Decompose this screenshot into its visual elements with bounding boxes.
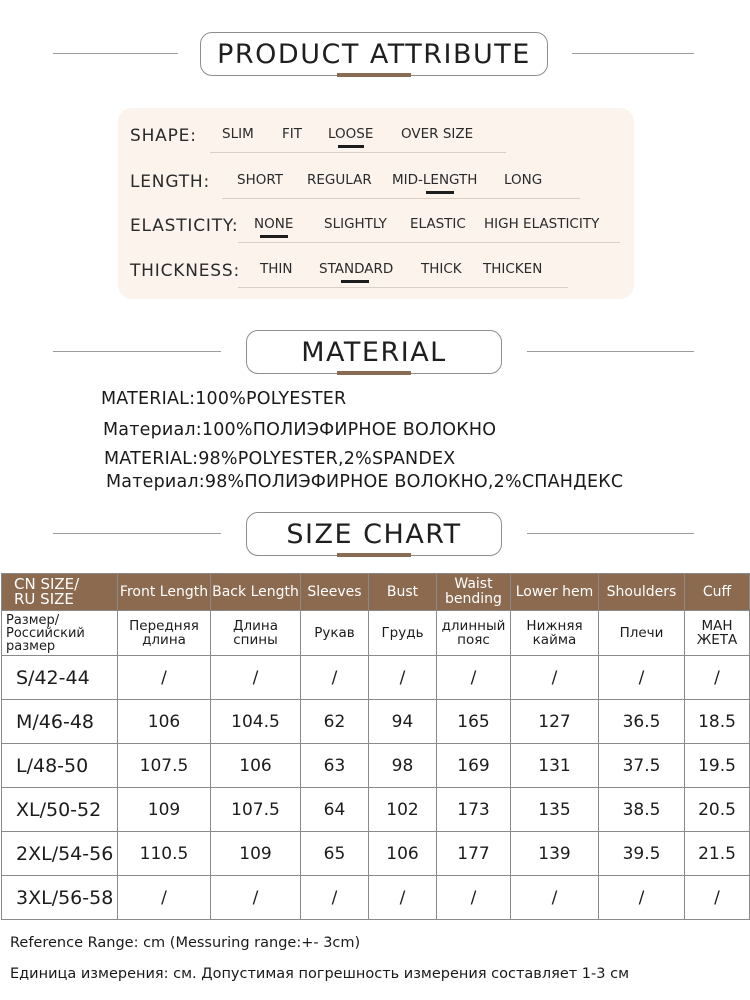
table-cell: 131 xyxy=(511,744,599,788)
attribute-option: ELASTIC xyxy=(410,216,466,232)
attribute-option: THICK xyxy=(421,261,462,277)
attribute-underline xyxy=(238,287,568,288)
table-cell: 64 xyxy=(301,788,369,832)
attribute-label: SHAPE: xyxy=(130,126,197,146)
table-cell: 20.5 xyxy=(685,788,750,832)
section-title-size-text: SIZE CHART xyxy=(286,518,462,550)
attribute-option-selected: MID-LENGTH xyxy=(392,172,477,188)
material-label: MATERIAL: xyxy=(104,449,199,469)
size-label-cell: 2XL/54-56 xyxy=(2,832,118,876)
material-value: 98%ПОЛИЭФИРНОЕ ВОЛОКНО,2%СПАНДЕКС xyxy=(204,472,624,492)
table-cell: 63 xyxy=(301,744,369,788)
section-title-material-text: MATERIAL xyxy=(301,336,447,368)
table-row xyxy=(2,788,750,832)
table-cell: 135 xyxy=(511,788,599,832)
column-header: Lower hem xyxy=(511,574,599,611)
table-cell: 106 xyxy=(211,744,301,788)
attribute-underline xyxy=(238,242,620,243)
table-row xyxy=(2,656,750,700)
column-header-ru: Передняя длина xyxy=(118,611,211,656)
attribute-option: LONG xyxy=(504,172,543,188)
size-label-cell: 3XL/56-58 xyxy=(2,876,118,920)
table-cell: / xyxy=(211,656,301,700)
material-line-3 xyxy=(104,449,455,469)
section-title-attribute xyxy=(200,32,548,76)
material-label: MATERIAL: xyxy=(101,389,196,409)
table-cell: 21.5 xyxy=(685,832,750,876)
table-cell: / xyxy=(685,656,750,700)
header-size-label-ru: Размер/ Российский размер xyxy=(2,611,118,656)
table-cell: 173 xyxy=(437,788,511,832)
table-cell: 109 xyxy=(118,788,211,832)
table-cell: 37.5 xyxy=(599,744,685,788)
column-header-ru: длинный пояс xyxy=(437,611,511,656)
attribute-option: SLIGHTLY xyxy=(324,216,387,232)
attribute-underline xyxy=(210,152,506,153)
table-cell: / xyxy=(301,876,369,920)
table-row xyxy=(2,876,750,920)
attribute-option-selected: LOOSE xyxy=(328,126,373,142)
table-cell: 39.5 xyxy=(599,832,685,876)
divider-line xyxy=(53,533,221,534)
table-cell: / xyxy=(301,656,369,700)
attribute-label: ELASTICITY: xyxy=(130,216,239,236)
attribute-label: LENGTH: xyxy=(130,172,210,192)
table-cell: / xyxy=(369,876,437,920)
size-label-cell: XL/50-52 xyxy=(2,788,118,832)
attribute-option: SHORT xyxy=(237,172,283,188)
attribute-underline xyxy=(222,198,580,199)
selected-underline xyxy=(341,280,369,283)
table-cell: 139 xyxy=(511,832,599,876)
attribute-option: THIN xyxy=(260,261,293,277)
table-cell: 106 xyxy=(369,832,437,876)
column-header-ru: Длина спины xyxy=(211,611,301,656)
column-header-ru: Рукав xyxy=(301,611,369,656)
table-row xyxy=(2,744,750,788)
table-cell: 18.5 xyxy=(685,700,750,744)
table-cell: / xyxy=(211,876,301,920)
column-header: Sleeves xyxy=(301,574,369,611)
material-value: 100%ПОЛИЭФИРНОЕ ВОЛОКНО xyxy=(201,420,497,440)
selected-underline xyxy=(260,235,288,238)
table-cell: / xyxy=(118,876,211,920)
table-cell: / xyxy=(437,656,511,700)
attribute-label: THICKNESS: xyxy=(130,261,240,281)
title-accent-bar xyxy=(337,371,411,375)
table-cell: 177 xyxy=(437,832,511,876)
material-line-4 xyxy=(106,472,623,492)
attribute-row-elasticity xyxy=(130,212,630,242)
table-cell: 62 xyxy=(301,700,369,744)
table-cell: 107.5 xyxy=(118,744,211,788)
material-label: Материал: xyxy=(103,420,202,440)
column-header-ru: Нижняя кайма xyxy=(511,611,599,656)
material-line-2 xyxy=(103,420,496,440)
table-cell: 94 xyxy=(369,700,437,744)
size-label-cell: M/46-48 xyxy=(2,700,118,744)
material-line-1 xyxy=(101,389,346,409)
table-cell: 127 xyxy=(511,700,599,744)
attribute-row-shape xyxy=(130,122,630,152)
material-value: 100%POLYESTER xyxy=(195,389,347,409)
attribute-option: SLIM xyxy=(222,126,254,142)
table-cell: 38.5 xyxy=(599,788,685,832)
column-header: Bust xyxy=(369,574,437,611)
divider-line xyxy=(527,351,694,352)
table-cell: / xyxy=(511,656,599,700)
selected-underline xyxy=(338,145,364,148)
size-chart-table xyxy=(1,573,750,920)
size-header-row-en xyxy=(2,574,750,611)
attribute-option: THICKEN xyxy=(483,261,543,277)
column-header-ru: Плечи xyxy=(599,611,685,656)
header-size-label: CN SIZE/ RU SIZE xyxy=(2,574,118,611)
column-header: Back Length xyxy=(211,574,301,611)
size-label-cell: L/48-50 xyxy=(2,744,118,788)
attribute-panel xyxy=(118,108,634,299)
table-cell: 109 xyxy=(211,832,301,876)
section-title-material xyxy=(246,330,502,374)
selected-underline xyxy=(426,191,454,194)
section-title-size xyxy=(246,512,502,556)
column-header: Front Length xyxy=(118,574,211,611)
table-cell: / xyxy=(599,876,685,920)
table-cell: 104.5 xyxy=(211,700,301,744)
column-header: Waist bending xyxy=(437,574,511,611)
footer-note-en: Reference Range: cm (Messuring range:+- 3cm) xyxy=(10,935,361,951)
section-title-attribute-text: PRODUCT ATTRIBUTE xyxy=(217,38,531,70)
table-cell: 107.5 xyxy=(211,788,301,832)
table-cell: / xyxy=(511,876,599,920)
column-header-ru: МАН ЖЕТА xyxy=(685,611,750,656)
attribute-row-thickness xyxy=(130,257,630,287)
divider-line xyxy=(572,53,694,54)
table-cell: / xyxy=(685,876,750,920)
attribute-row-length xyxy=(130,168,630,198)
size-header-row-ru xyxy=(2,611,750,656)
attribute-option: OVER SIZE xyxy=(401,126,474,142)
table-cell: 102 xyxy=(369,788,437,832)
column-header: Shoulders xyxy=(599,574,685,611)
column-header-ru: Грудь xyxy=(369,611,437,656)
table-cell: / xyxy=(118,656,211,700)
table-cell: 36.5 xyxy=(599,700,685,744)
column-header: Cuff xyxy=(685,574,750,611)
divider-line xyxy=(53,53,178,54)
table-cell: / xyxy=(437,876,511,920)
table-cell: / xyxy=(369,656,437,700)
size-label-cell: S/42-44 xyxy=(2,656,118,700)
table-cell: 106 xyxy=(118,700,211,744)
table-cell: 169 xyxy=(437,744,511,788)
table-cell: 165 xyxy=(437,700,511,744)
attribute-option-selected: STANDARD xyxy=(319,261,393,277)
title-accent-bar xyxy=(337,553,411,557)
divider-line xyxy=(53,351,221,352)
table-cell: 110.5 xyxy=(118,832,211,876)
table-cell: 65 xyxy=(301,832,369,876)
attribute-option: REGULAR xyxy=(307,172,372,188)
material-label: Материал: xyxy=(106,472,205,492)
attribute-option: HIGH ELASTICITY xyxy=(484,216,600,232)
table-cell: 19.5 xyxy=(685,744,750,788)
table-cell: / xyxy=(599,656,685,700)
attribute-option: FIT xyxy=(282,126,302,142)
title-accent-bar xyxy=(337,73,411,77)
footer-note-ru: Единица измерения: см. Допустимая погрешность измерения составляет 1-3 см xyxy=(10,966,630,982)
attribute-option-selected: NONE xyxy=(254,216,293,232)
material-value: 98%POLYESTER,2%SPANDEX xyxy=(198,449,456,469)
table-row xyxy=(2,832,750,876)
divider-line xyxy=(527,533,694,534)
table-row xyxy=(2,700,750,744)
table-cell: 98 xyxy=(369,744,437,788)
